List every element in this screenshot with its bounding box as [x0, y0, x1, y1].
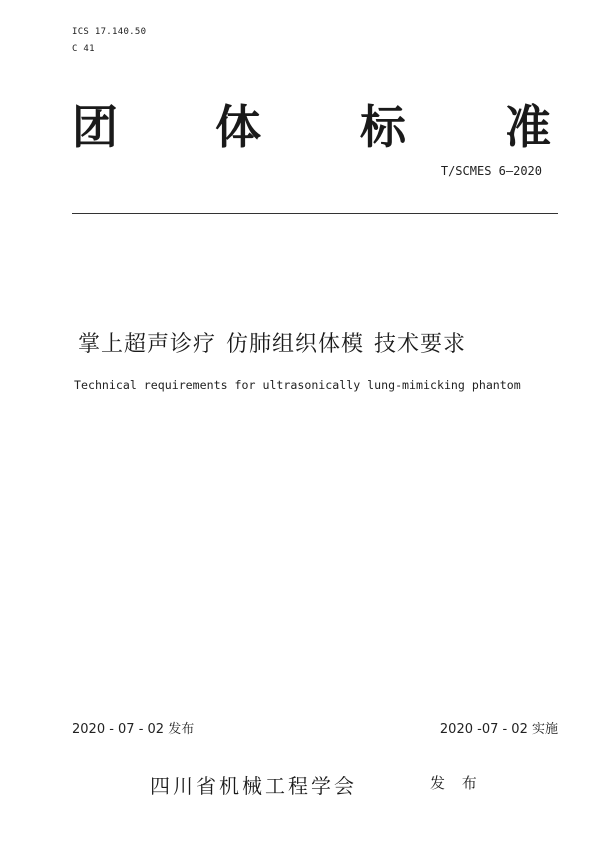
ccs-code: C 41 — [72, 44, 95, 54]
publisher-name: 四川省机械工程学会 — [150, 774, 357, 798]
doc-type-char: 标 — [360, 100, 406, 154]
main-title — [78, 327, 466, 358]
main-title-part: 掌上超声诊疗 — [78, 332, 217, 357]
main-title-part: 技术要求 — [374, 332, 467, 357]
standard-number: T/SCMES 6—2020 — [440, 164, 542, 178]
ics-code: ICS 17.140.50 — [72, 27, 147, 37]
issue-date: 2020 - 07 - 02 发布 — [72, 722, 195, 737]
doc-type-char: 准 — [505, 100, 551, 154]
header-divider — [72, 213, 558, 214]
doc-type-char: 体 — [215, 100, 261, 154]
implementation-date: 2020 -07 - 02 实施 — [439, 722, 558, 737]
publish-label: 发 布 — [430, 774, 483, 792]
doc-type-char: 团 — [72, 100, 118, 154]
english-title: Technical requirements for ultrasonically lung-mimicking phantom — [74, 378, 521, 392]
main-title-part: 仿肺组织体模 — [226, 332, 365, 357]
